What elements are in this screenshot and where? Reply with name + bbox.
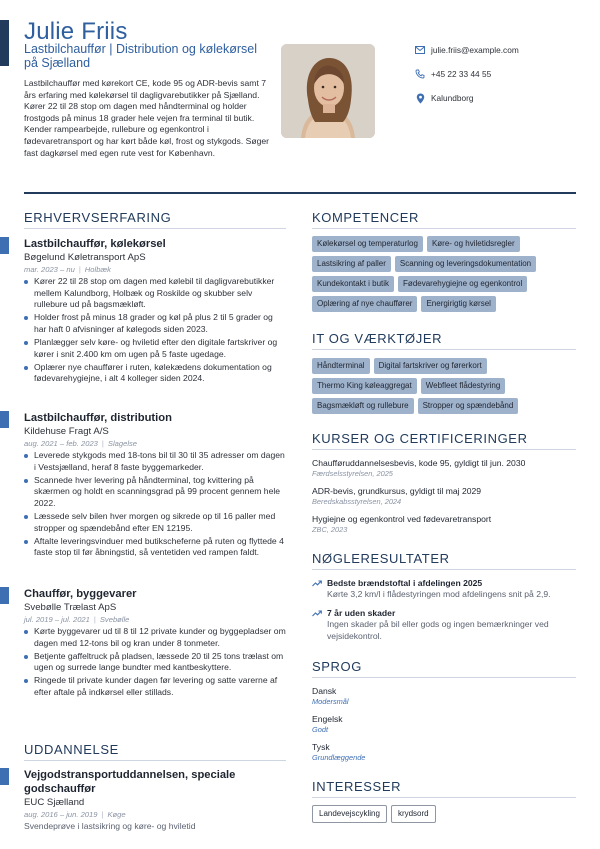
language-level: Modersmål [312, 697, 349, 706]
job-bullet: Planlægger selv køre- og hviletid efter den digitale fartskriver og kører i snit 2.400 km om ugen på 5 faste ugedage. [24, 337, 286, 360]
result-heading [312, 608, 582, 619]
tools-tags [312, 358, 574, 414]
job-company: Bøgelund Køletransport ApS [24, 252, 146, 263]
education-dates: aug. 2016 – jun. 2019 [24, 810, 98, 819]
job-dates: jul. 2019 – jul. 2021 [24, 615, 90, 624]
language-name: Dansk [312, 686, 337, 696]
education-title: Vejgodstransportuddannelsen, speciale godschauffør [24, 769, 236, 795]
mail-icon [414, 44, 426, 56]
tool-tag: Thermo King køleaggregat [312, 378, 417, 394]
skills-tags [312, 236, 574, 312]
job-entry [24, 237, 286, 386]
section-heading-courses: KURSER OG CERTIFICERINGER [312, 431, 528, 446]
result-desc: Ingen skader på bil eller gods og ingen bemærkninger ved vejsidekontrol. [327, 619, 549, 641]
job-company: Svebølle Trælast ApS [24, 602, 117, 613]
contact-location [414, 92, 589, 104]
result-desc: Kørte 3,2 km/l i flådestyringen mod afdelingens snit på 2,9. [327, 589, 551, 599]
language-name: Engelsk [312, 714, 343, 724]
section-rule [312, 569, 576, 570]
job-place: Slagelse [107, 439, 138, 448]
section-heading-results: NØGLERESULTATER [312, 551, 450, 566]
tool-tag: Webfleet flådestyring [421, 378, 506, 394]
job-bullet: Oplærer nye chauffører i ruten, kølekædens dokumentation og fødevarehygiejne, i alt 4 kolleger siden 2024. [24, 362, 286, 385]
education-note: Svendeprøve i lastsikring og køre- og hviletid [24, 821, 196, 831]
interest-tag: krydsord [391, 805, 436, 823]
section-heading-education: UDDANNELSE [24, 742, 119, 757]
job-accent-bar [0, 411, 9, 428]
portrait-image [281, 44, 375, 138]
job-company: Kildehuse Fragt A/S [24, 426, 109, 437]
language-level: Grundlæggende [312, 753, 366, 762]
trending-up-icon [312, 610, 322, 617]
job-place: Svebølle [99, 615, 130, 624]
job-bullet: Scannede hver levering på håndterminal, tog kvittering på skærmen og holdt en scanningsgrad på 99 procent gennem hele 2022. [24, 475, 286, 510]
skill-tag: Køre- og hviletidsregler [427, 236, 520, 252]
contact-phone-text: +45 22 33 44 55 [431, 69, 492, 79]
job-entry [24, 411, 286, 560]
interest-tag: Landevejscykling [312, 805, 387, 823]
tool-tag: Stropper og spændebånd [418, 398, 519, 414]
profile-summary: Lastbilchauffør med kørekort CE, kode 95 og ADR-bevis samt 7 års erfaring med kølekørsel til dagligvarebutikker på Sjælland. Kører 22 til 28 stop om dagen med håndterminal og holder frostgods på minus 18 grader hele vejen fra terminal til butik. Kender rampearbejde, rullebure og egenkontrol i fødevaretransport og har kørt både køl, frost og stykgods. Søger fast dagkørsel med egen rute vest for København. [24, 78, 270, 158]
job-bullets [24, 626, 286, 699]
section-heading-interests: INTERESSER [312, 779, 402, 794]
result-title: 7 år uden skader [327, 608, 396, 618]
job-entry [24, 587, 286, 700]
language-entry [312, 686, 349, 707]
section-heading-languages: SPROG [312, 659, 362, 674]
education-place: Køge [107, 810, 126, 819]
section-rule [312, 349, 576, 350]
skill-tag: Energirigtig kørsel [421, 296, 495, 312]
job-bullet: Leverede stykgods med 18-tons bil til 30 til 35 adresser om dagen i Vestsjælland, heraf 8 faste byggemarkeder. [24, 450, 286, 473]
job-dates: mar. 2023 – nu [24, 265, 75, 274]
candidate-name: Julie Friis [24, 18, 128, 45]
job-title: Chauffør, byggevarer [24, 588, 137, 600]
job-bullet: Ringede til private kunder dagen før levering og satte varerne af efter aftale på indkørsel eller stillads. [24, 675, 286, 698]
skill-tag: Fødevarehygiejne og egenkontrol [398, 276, 527, 292]
contact-email[interactable] [414, 44, 589, 56]
job-bullet: Holder frost på minus 18 grader og køl på plus 2 til 5 grader og har haft 0 afvisninger af kølegods siden 2023. [24, 312, 286, 335]
course-entry [312, 458, 574, 479]
job-meta: aug. 2021 – feb. 2023 | Slagelse [24, 439, 138, 448]
result-heading [312, 578, 582, 589]
contact-phone[interactable] [414, 68, 589, 80]
section-heading-skills: KOMPETENCER [312, 210, 420, 225]
job-place: Holbæk [84, 265, 111, 274]
language-name: Tysk [312, 742, 330, 752]
location-pin-icon [414, 92, 426, 104]
course-issuer: ZBC, 2023 [312, 525, 348, 534]
job-bullets [24, 276, 286, 385]
section-rule [24, 760, 286, 761]
candidate-role: Lastbilchauffør | Distribution og kølekørsel på Sjælland [24, 42, 257, 70]
education-accent-bar [0, 768, 9, 785]
tool-tag: Digital fartskriver og førerkort [374, 358, 487, 374]
course-title: Chaufføruddannelsesbevis, kode 95, gyldigt til jun. 2030 [312, 458, 526, 468]
job-meta: jul. 2019 – jul. 2021 | Svebølle [24, 615, 130, 624]
section-rule [312, 228, 576, 229]
header-accent-bar [0, 20, 9, 66]
tool-tag: Bagsmækløft og rullebure [312, 398, 414, 414]
job-accent-bar [0, 587, 9, 604]
job-meta: mar. 2023 – nu | Holbæk [24, 265, 111, 274]
job-bullet: Kører 22 til 28 stop om dagen med kølebil til dagligvarebutikker mellem Kalundborg, Holbæk og Roskilde og skubber selv rullebure ud på bagsmækløft. [24, 276, 286, 311]
header-divider [24, 192, 576, 194]
contact-block [414, 44, 589, 116]
contact-email-text: julie.friis@example.com [431, 45, 519, 55]
trending-up-icon [312, 580, 322, 587]
result-entry [312, 608, 582, 642]
skill-tag: Kølekørsel og temperaturlog [312, 236, 423, 252]
course-issuer: Færdselsstyrelsen, 2025 [312, 469, 393, 478]
section-rule [24, 228, 286, 229]
tool-tag: Håndterminal [312, 358, 370, 374]
skill-tag: Lastsikring af paller [312, 256, 391, 272]
job-accent-bar [0, 237, 9, 254]
section-heading-experience: ERHVERVSERFARING [24, 210, 172, 225]
job-bullet: Aftalte leveringsvinduer med butikscheferne på ruten og flyttede 4 faste stop til før åbningstid, så ventetiden ved rampen faldt. [24, 536, 286, 559]
job-dates: aug. 2021 – feb. 2023 [24, 439, 98, 448]
language-entry [312, 714, 343, 735]
job-title: Lastbilchauffør, kølekørsel [24, 238, 166, 250]
section-rule [312, 449, 576, 450]
profile-photo [281, 44, 375, 138]
skill-tag: Kundekontakt i butik [312, 276, 394, 292]
job-title: Lastbilchauffør, distribution [24, 412, 172, 424]
course-title: Hygiejne og egenkontrol ved fødevaretransport [312, 514, 492, 524]
result-entry [312, 578, 582, 601]
course-entry [312, 486, 574, 507]
phone-icon [414, 68, 426, 80]
course-issuer: Beredskabsstyrelsen, 2024 [312, 497, 402, 506]
job-bullet: Betjente gaffeltruck på pladsen, læssede 20 til 25 tons trælast om ugen og surrede lange bundter med kantbeskyttere. [24, 651, 286, 674]
course-title: ADR-bevis, grundkursus, gyldigt til maj 2029 [312, 486, 482, 496]
interest-tags [312, 805, 574, 823]
language-entry [312, 742, 365, 763]
job-bullets [24, 450, 286, 559]
section-heading-tools: IT OG VÆRKTØJER [312, 331, 443, 346]
section-rule [312, 677, 576, 678]
contact-location-text: Kalundborg [431, 93, 474, 103]
result-title: Bedste brændstoftal i afdelingen 2025 [327, 578, 483, 588]
job-bullet: Læssede selv bilen hver morgen og sikrede op til 16 paller med stropper og spændebånd efter EN 12195. [24, 511, 286, 534]
language-level: Godt [312, 725, 329, 734]
skill-tag: Oplæring af nye chauffører [312, 296, 417, 312]
course-entry [312, 514, 574, 535]
section-rule [312, 797, 576, 798]
skill-tag: Scanning og leveringsdokumentation [395, 256, 536, 272]
education-school: EUC Sjælland [24, 797, 85, 808]
education-meta: aug. 2016 – jun. 2019 | Køge [24, 810, 126, 819]
job-bullet: Kørte byggevarer ud til 8 til 12 private kunder og byggepladser om dagen med 12-tons bil og kran under 8 tonmeter. [24, 626, 286, 649]
education-entry [24, 768, 286, 831]
